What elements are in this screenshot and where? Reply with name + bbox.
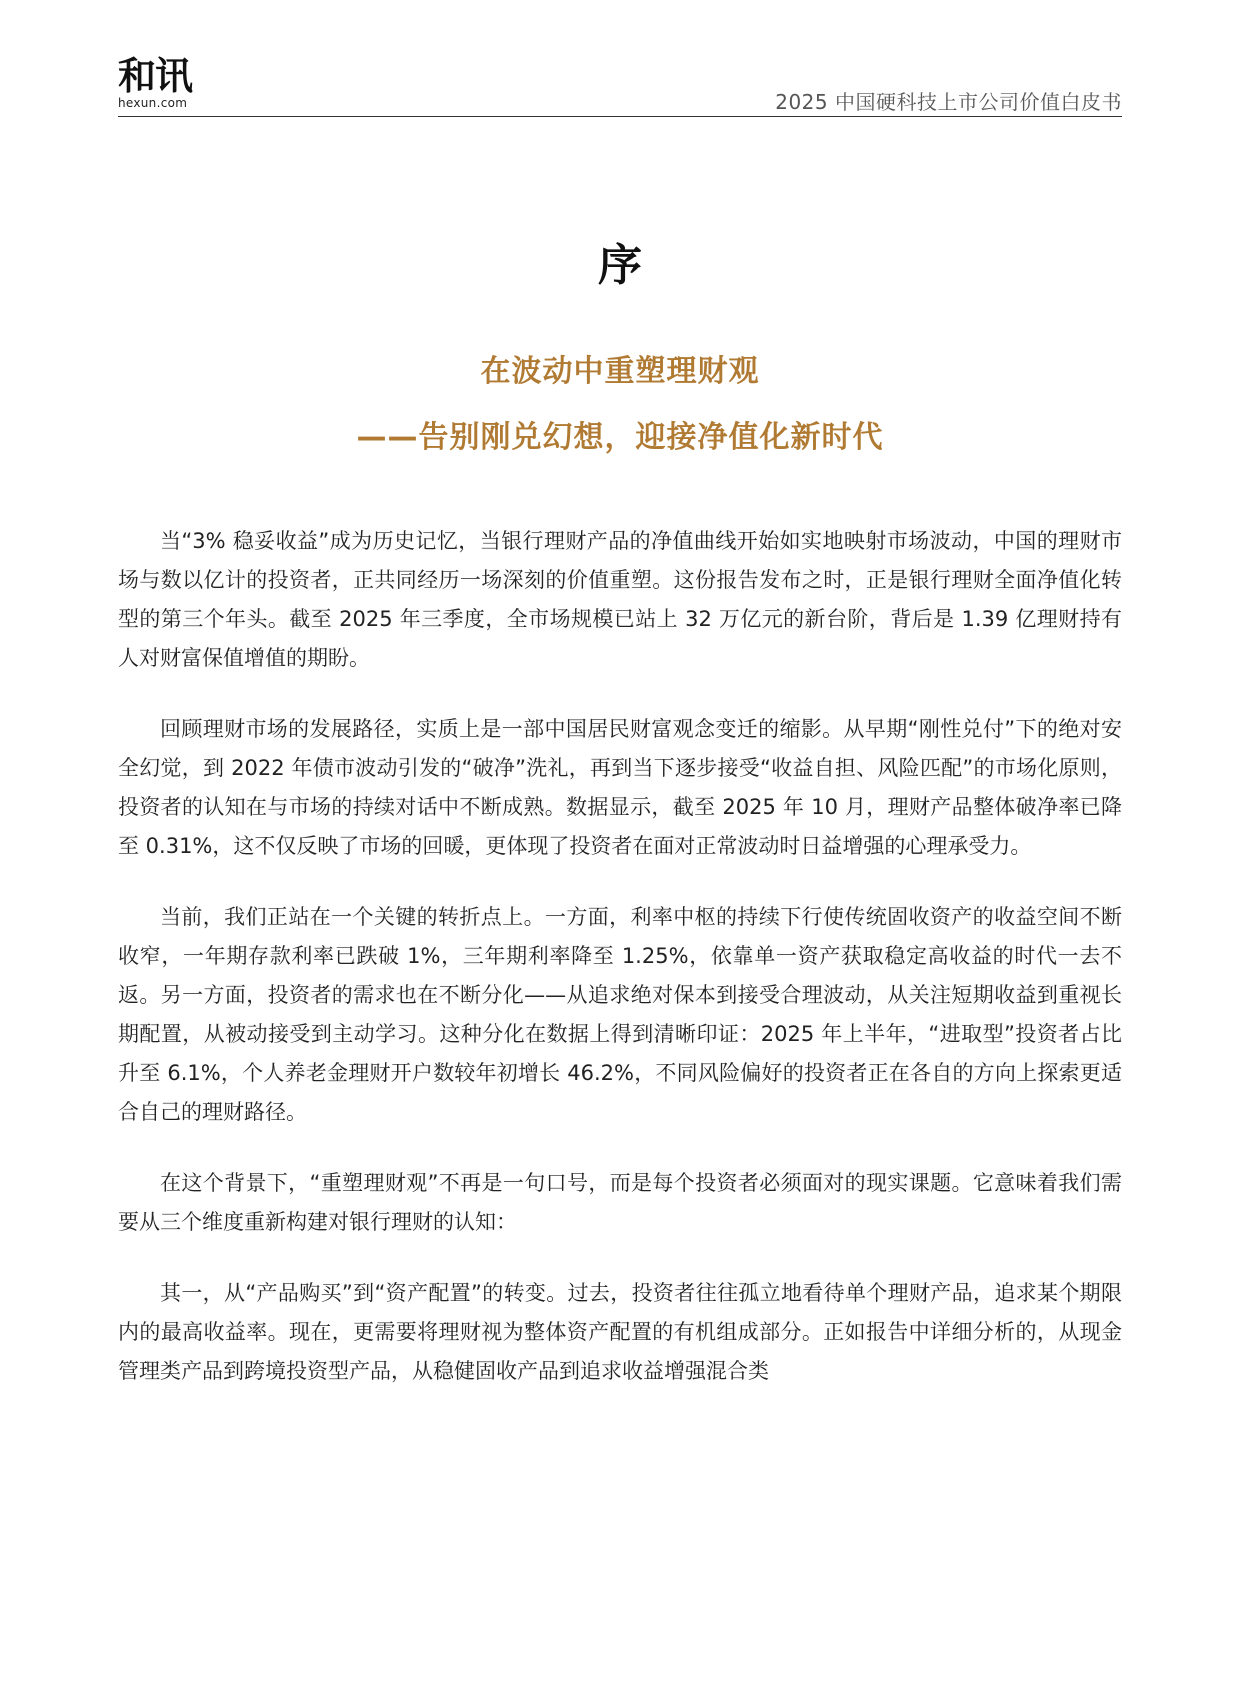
- paragraph: 当前，我们正站在一个关键的转折点上。一方面，利率中枢的持续下行使传统固收资产的收益空间不断收窄，一年期存款利率已跌破 1%，三年期利率降至 1.25%，依靠单一资产获取稳定高收益的时代一去不返。另一方面，投资者的需求也在不断分化——从追求绝对保本到接受合理波动，从关注短期收益到重视长期配置，从被动接受到主动学习。这种分化在数据上得到清晰印证：2025 年上半年，“进取型”投资者占比升至 6.1%，个人养老金理财开户数较年初增长 46.2%，不同风险偏好的投资者正在各自的方向上探索更适合自己的理财路径。: [118, 905, 1122, 1124]
- page-title: 序: [598, 240, 642, 291]
- paragraph: 在这个背景下，“重塑理财观”不再是一句口号，而是每个投资者必须面对的现实课题。它意味着我们需要从三个维度重新构建对银行理财的认知：: [118, 1171, 1122, 1234]
- subtitle-line-2: ——告别刚兑幻想，迎接净值化新时代: [356, 420, 884, 455]
- paragraph: 当“3% 稳妥收益”成为历史记忆，当银行理财产品的净值曲线开始如实地映射市场波动，中国的理财市场与数以亿计的投资者，正共同经历一场深刻的价值重塑。这份报告发布之时，正是银行理财全面净值化转型的第三个年头。截至 2025 年三季度，全市场规模已站上 32 万亿元的新台阶，背后是 1.39 亿理财持有人对财富保值增值的期盼。: [118, 529, 1122, 670]
- report-title: 2025 中国硬科技上市公司价值白皮书: [775, 90, 1122, 114]
- body-text: [118, 522, 1122, 1423]
- subtitle-line-1: 在波动中重塑理财观: [480, 354, 760, 389]
- logo-url: hexun.com: [118, 96, 188, 110]
- hexun-logo: [118, 56, 210, 110]
- paragraph: 回顾理财市场的发展路径，实质上是一部中国居民财富观念变迁的缩影。从早期“刚性兑付”下的绝对安全幻觉，到 2022 年债市波动引发的“破净”洗礼，再到当下逐步接受“收益自担、风险匹配”的市场化原则，投资者的认知在与市场的持续对话中不断成熟。数据显示，截至 2025 年 10 月，理财产品整体破净率已降至 0.31%，这不仅反映了市场的回暖，更体现了投资者在面对正常波动时日益增强的心理承受力。: [118, 717, 1122, 858]
- header-divider: [118, 116, 1122, 117]
- paragraph: 其一，从“产品购买”到“资产配置”的转变。过去，投资者往往孤立地看待单个理财产品，追求某个期限内的最高收益率。现在，更需要将理财视为整体资产配置的有机组成部分。正如报告中详细分析的，从现金管理类产品到跨境投资型产品，从稳健固收产品到追求收益增强混合类: [118, 1281, 1122, 1383]
- logo-mark: 和讯: [118, 54, 193, 98]
